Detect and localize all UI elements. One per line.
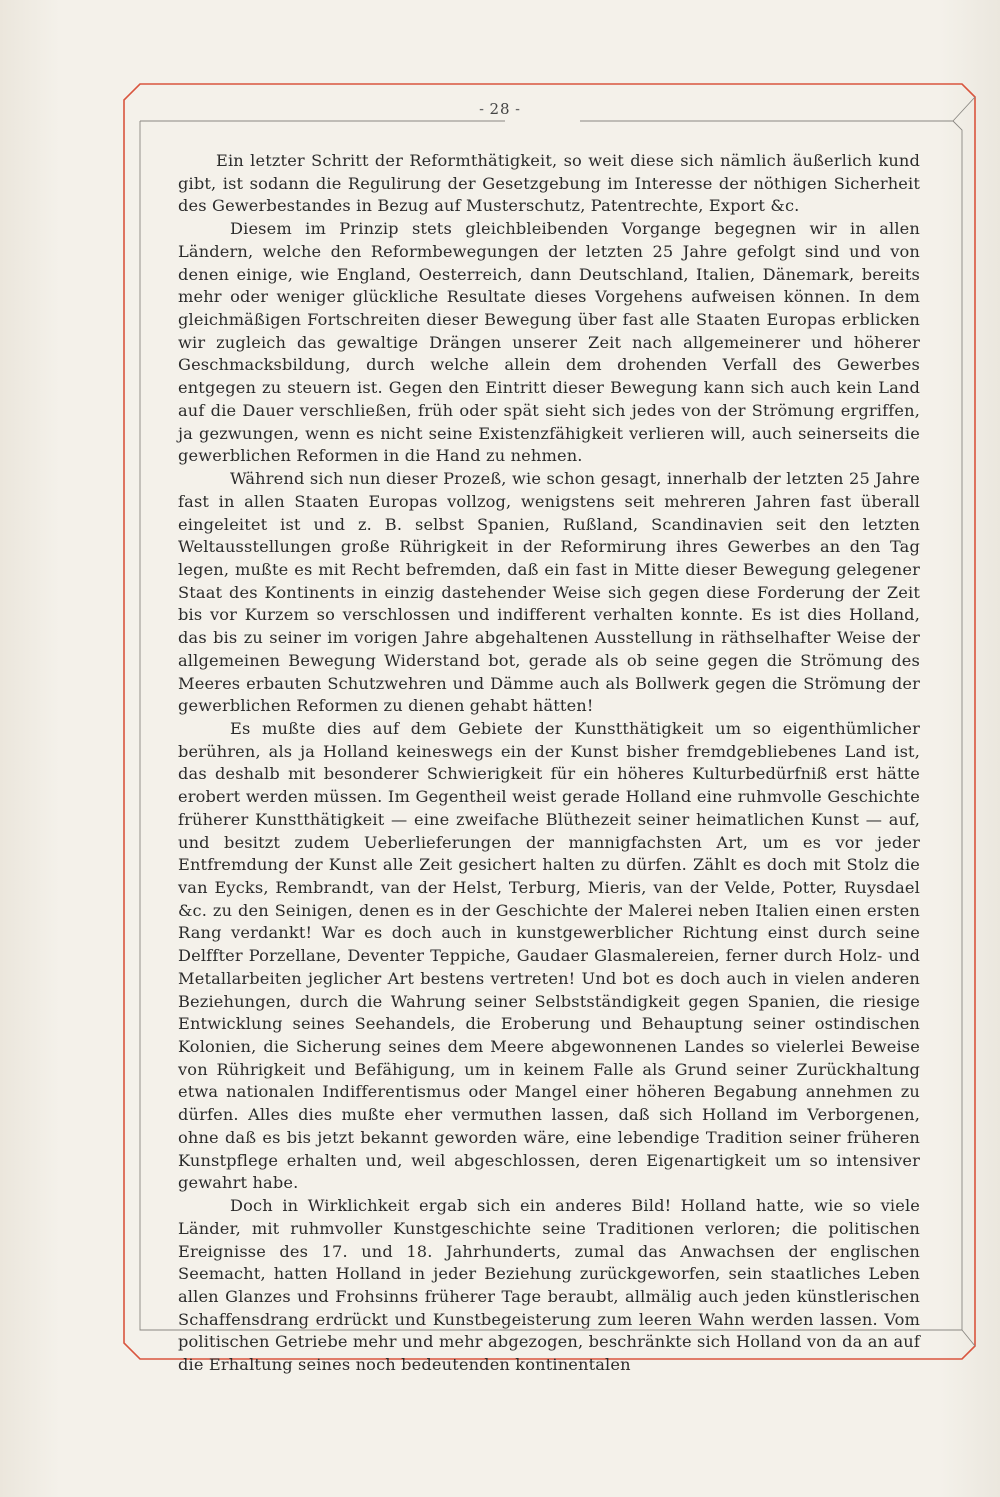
ornament-right-icon: ⁃	[514, 103, 522, 117]
page-number	[0, 100, 1000, 118]
paragraph-2: Diesem im Prinzip stets gleichbleibenden Vorgange begegnen wir in allen Ländern, welche den Reformbewegungen der letzten 25 Jahre gefolgt sind und von denen einige, wie England, Oesterreich, dann Deutschland, Italien, Dänemark, bereits mehr oder weniger glückliche Resultate dieses Vorgehens aufweisen können. In dem gleichmäßigen Fortschreiten dieser Bewegung über fast alle Staaten Europas erblicken wir zugleich das gewaltige Drängen unserer Zeit nach allgemeinerer und höherer Geschmacksbildung, durch welche allein dem drohenden Verfall des Gewerbes entgegen zu steuern ist. Gegen den Eintritt dieser Bewegung kann sich auch kein Land auf die Dauer verschließen, früh oder spät sieht sich jedes von der Strömung ergriffen, ja gezwungen, wenn es nicht seine Existenzfähigkeit verlieren will, auch seinerseits die gewerblichen Reformen in die Hand zu nehmen.	[178, 219, 920, 466]
body-text	[178, 150, 920, 1377]
ornament-left-icon: ⁃	[478, 103, 486, 117]
page-number-value: 28	[489, 100, 511, 118]
corner-strokes	[953, 97, 975, 1346]
paragraph-3: Während sich nun dieser Prozeß, wie schon gesagt, innerhalb der letzten 25 Jahre fast in allen Staaten Europas vollzog, wenigstens seit mehreren Jahren fast überall eingeleitet ist und z. B. selbst Spanien, Rußland, Scandinavien seit den letzten Weltausstellungen große Rührigkeit in der Reformirung ihres Gewerbes an den Tag legen, mußte es mit Recht befremden, daß ein fast in Mitte dieser Bewegung gelegener Staat des Kontinents in einzig dastehender Weise sich gegen diese Forderung der Zeit bis vor Kurzem so verschlossen und indifferent verhalten konnte. Es ist dies Holland, das bis zu seiner im vorigen Jahre abgehaltenen Ausstellung in räthselhafter Weise der allgemeinen Bewegung Widerstand bot, gerade als ob seine gegen die Strömung des Meeres erbauten Schutzwehren und Dämme auch als Bollwerk gegen die Strömung der gewerblichen Reformen zu dienen gehabt hätten!	[178, 469, 920, 716]
paragraph-1: Ein letzter Schritt der Reformthätigkeit, so weit diese sich nämlich äußerlich kund gibt, ist sodann die Regulirung der Gesetzgebung im Interesse der nöthigen Sicherheit des Gewerbestandes in Bezug auf Musterschutz, Patentrechte, Export &c.	[178, 151, 920, 216]
paragraph-4: Es mußte dies auf dem Gebiete der Kunstthätigkeit um so eigenthümlicher berühren, als ja Holland keineswegs ein der Kunst bisher fremdgebliebenes Land ist, das deshalb mit besonderer Schwierigkeit für ein höheres Kulturbedürfniß erst hätte erobert werden müssen. Im Gegentheil weist gerade Holland eine ruhmvolle Geschichte früherer Kunstthätigkeit — eine zweifache Blüthezeit seiner heimatlichen Kunst — auf, und besitzt zudem Ueberlieferungen der mannigfachsten Art, um es vor jeder Entfremdung der Kunst alle Zeit gesichert halten zu dürfen. Zählt es doch mit Stolz die van Eycks, Rembrandt, van der Helst, Terburg, Mieris, van der Velde, Potter, Ruysdael &c. zu den Seinigen, denen es in der Geschichte der Malerei neben Italien einen ersten Rang verdankt! War es doch auch in kunstgewerblicher Richtung einst durch seine Delffter Porzellane, Deventer Teppiche, Gaudaer Glasmalereien, ferner durch Holz- und Metallarbeiten jeglicher Art bestens vertreten! Und bot es doch auch in vielen anderen Beziehungen, durch die Wahrung seiner Selbstständigkeit gegen Spanien, die riesige Entwicklung seines Seehandels, die Eroberung und Behauptung seiner ostindischen Kolonien, die Sicherung seines dem Meere abgewonnenen Landes so vielerlei Beweise von Rührigkeit und Befähigung, um in keinem Falle als Grund seiner Zurückhaltung etwa nationalen Indifferentismus oder Mangel einer höheren Begabung annehmen zu dürfen. Alles dies mußte eher vermuthen lassen, daß sich Holland im Verborgenen, ohne daß es bis jetzt bekannt geworden wäre, eine lebendige Tradition seiner früheren Kunstpflege erhalten und, weil abgeschlossen, deren Eigenartigkeit um so intensiver gewahrt habe.	[178, 718, 920, 1193]
paragraph-5: Doch in Wirklichkeit ergab sich ein anderes Bild! Holland hatte, wie so viele Länder, mit ruhmvoller Kunstgeschichte seine Traditionen verloren; die politischen Ereignisse des 17. und 18. Jahrhunderts, zumal das Anwachsen der englischen Seemacht, hatten Holland in jeder Beziehung zurückgeworfen, sein staatliches Leben allen Glanzes und Frohsinns früherer Tage beraubt, allmälig auch jeden künstlerischen Schaffensdrang erdrückt und Kunstbegeisterung zum leeren Wahn werden lassen. Vom politischen Getriebe mehr und mehr abgezogen, beschränkte sich Holland von da an auf die Erhaltung seines noch bedeutenden kontinentalen	[178, 1196, 920, 1375]
